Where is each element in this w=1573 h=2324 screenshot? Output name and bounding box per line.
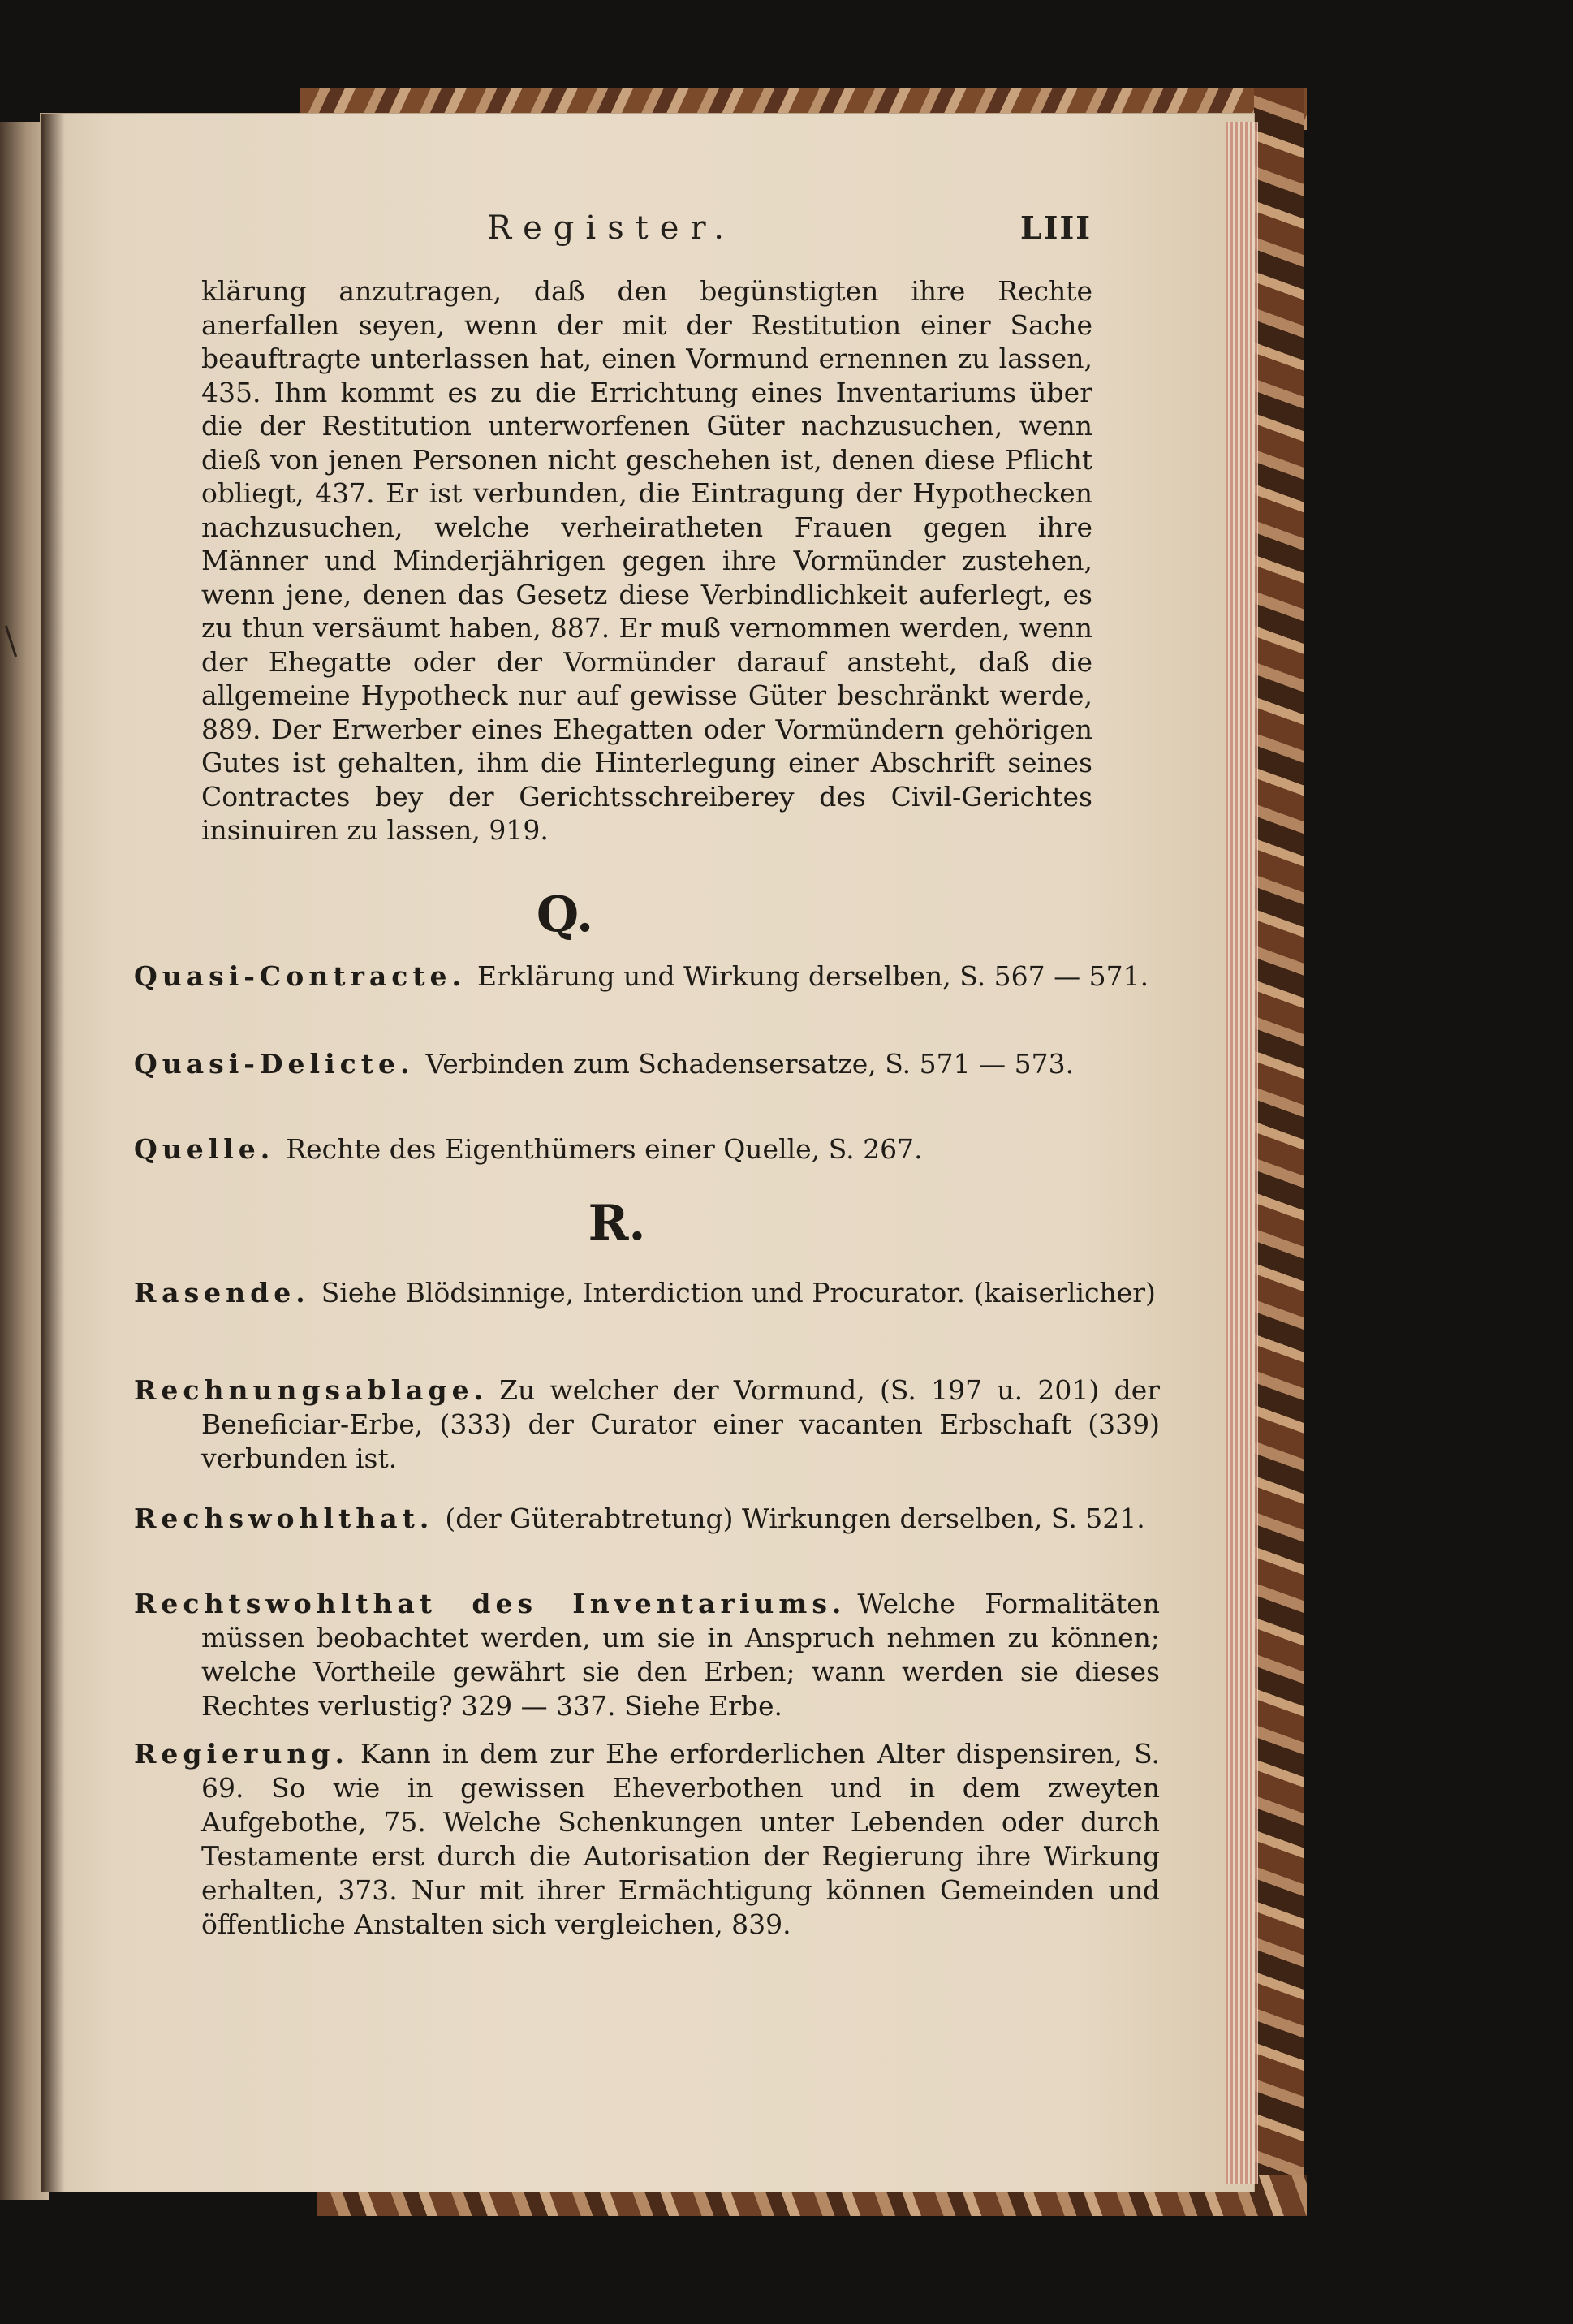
register-entry bbox=[134, 1047, 1160, 1081]
page-number: LIII bbox=[1019, 209, 1092, 246]
register-entry bbox=[134, 1502, 1160, 1536]
entry-headword: Quasi-Contracte. bbox=[134, 960, 467, 992]
register-entry bbox=[134, 959, 1160, 994]
section-letter-r: R. bbox=[588, 1195, 646, 1252]
register-entry bbox=[134, 1587, 1160, 1723]
entry-headword: Rasende. bbox=[134, 1277, 310, 1309]
section-letter-q: Q. bbox=[536, 886, 594, 943]
page-header bbox=[487, 209, 1104, 250]
page-gutter bbox=[41, 114, 65, 2192]
entry-text: Erklärung und Wirkung derselben, S. 567 — 571. bbox=[477, 960, 1149, 992]
entry-text: Siehe Blödsinnige, Interdiction und Procurator. (kaiserlicher) bbox=[321, 1277, 1156, 1309]
register-entry bbox=[134, 1373, 1160, 1476]
page-block-edge bbox=[1226, 122, 1258, 2184]
continuation-paragraph: klärung anzutragen, daß den begünstigten ihre Rechte anerfallen seyen, wenn der mit der Restitution einer Sache beauftragte unterlassen hat, einen Vormund ernennen zu lassen, 435. Ihm kommt es zu die Errichtung eines Inventariums über die der Restitution unterworfenen Güter nachzusuchen, wenn dieß von jenen Personen nicht geschehen ist, denen diese Pflicht obliegt, 437. Er ist verbunden, die Eintragung der Hypothecken nachzusuchen, welche verheiratheten Frauen gegen ihre Männer und Minderjährigen gegen ihre Vormünder zustehen, wenn jene, denen das Gesetz diese Verbindlichkeit auferlegt, es zu thun versäumt haben, 887. Er muß vernommen werden, wenn der Ehegatte oder der Vormünder darauf ansteht, daß die allgemeine Hypotheck nur auf gewisse Güter beschränkt werde, 889. Der Erwerber eines Ehegatten oder Vormündern gehörigen Gutes ist gehalten, ihm die Hinterlegung einer Abschrift seines Contractes bey der Gerichtsschreiberey des Civil-Gerichtes insinuiren zu lassen, 919. bbox=[201, 275, 1092, 846]
entry-headword: Quelle. bbox=[134, 1133, 275, 1165]
entry-headword: Rechswohlthat. bbox=[134, 1503, 434, 1534]
entry-text: Rechte des Eigenthümers einer Quelle, S. 267. bbox=[286, 1133, 923, 1165]
entry-text: Welche Formalitäten müssen beobachtet werden, um sie in Anspruch nehmen zu können; welche Vortheile gewährt sie den Erben; wann werden sie dieses Rechtes verlustig? 329 — 337. Siehe Erbe. bbox=[201, 1588, 1160, 1722]
entry-headword: Regierung. bbox=[134, 1738, 349, 1770]
register-entry bbox=[134, 1132, 1160, 1166]
entry-text: Kann in dem zur Ehe erforderlichen Alter dispensiren, S. 69. So wie in gewissen Eheverbothen und in dem zweyten Aufgebothe, 75. Welche Schenkungen unter Lebenden oder durch Testamente erst durch die Autorisation der Regierung ihre Wirkung erhalten, 373. Nur mit ihrer Ermächtigung können Gemeinden und öffentliche Anstalten sich vergleichen, 839. bbox=[201, 1738, 1160, 1940]
marbled-cover-right bbox=[1254, 88, 1304, 2198]
register-entry bbox=[134, 1276, 1160, 1310]
register-entry bbox=[134, 1737, 1160, 1942]
entry-headword: Rechtswohlthat des Inventariums. bbox=[134, 1588, 847, 1619]
entry-text: Zu welcher der Vormund, (S. 197 u. 201) der Beneficiar-Erbe, (333) der Curator einer vacanten Erbschaft (339) verbunden ist. bbox=[201, 1374, 1160, 1474]
entry-headword: Quasi-Delicte. bbox=[134, 1048, 415, 1080]
entry-headword: Rechnungsablage. bbox=[134, 1374, 489, 1406]
ink-mark bbox=[5, 626, 17, 658]
entry-text: Verbinden zum Schadensersatze, S. 571 — 573. bbox=[425, 1048, 1075, 1080]
running-head: Register. bbox=[487, 209, 735, 247]
entry-text: (der Güterabtretung) Wirkungen derselben, S. 521. bbox=[445, 1503, 1145, 1534]
